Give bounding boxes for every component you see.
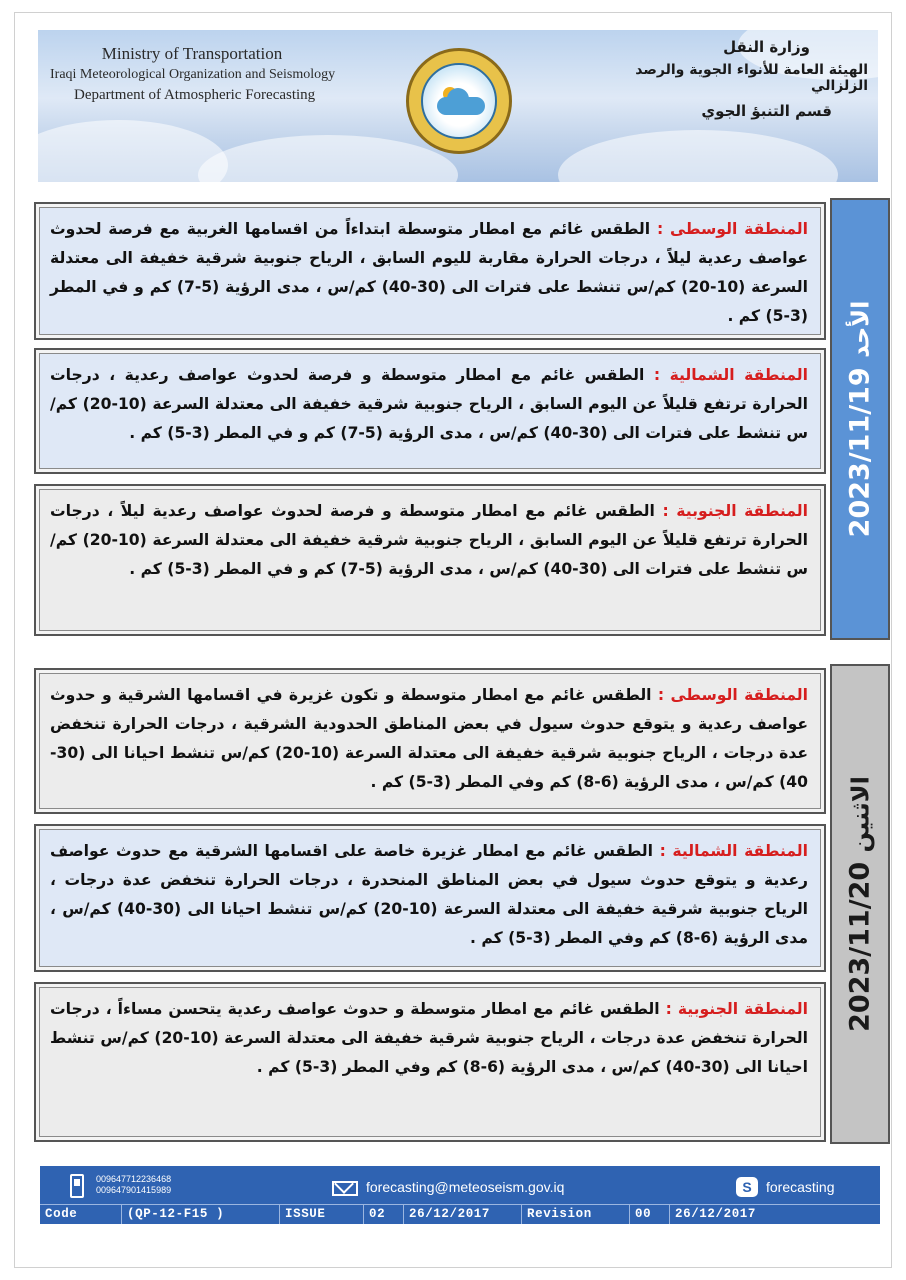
phone-icon xyxy=(70,1174,84,1198)
region-name: المنطقة الوسطى : xyxy=(657,686,808,704)
forecast-text xyxy=(39,987,821,1137)
forecast-text xyxy=(39,829,821,967)
document-code-row xyxy=(40,1204,880,1224)
department-name-ar: قسم التنبؤ الجوي xyxy=(701,102,832,120)
forecast-text xyxy=(39,353,821,469)
header-arabic xyxy=(598,38,868,120)
mail-icon xyxy=(332,1181,358,1196)
cloud-icon xyxy=(437,97,485,115)
revision-date: 26/12/2017 xyxy=(675,1207,757,1221)
phone-number: 009647712236468 xyxy=(96,1174,172,1184)
region-name: المنطقة الوسطى : xyxy=(656,220,809,238)
region-panel-south xyxy=(34,982,826,1142)
region-forecast: الطقس غائم مع امطار متوسطة و حدوث عواصف رعدية يتحسن مساءاً ، درجات الحرارة تنخفض عدة درجات ، الرياح جنوبية شرقية خفيفة الى معتدلة السرعة (10-20) كم/س تنشط احيانا الى (30-40) كم/س ، مدى الرؤية (6-8) كم وفي المطر (3-5) كم . xyxy=(50,1000,808,1076)
skype-icon: S xyxy=(736,1177,758,1197)
cloud-decoration xyxy=(198,135,458,182)
date-sidebar xyxy=(830,198,890,640)
region-panel-north xyxy=(34,824,826,972)
organization-name-ar: الهيئة العامة للأنواء الجوية والرصد الزلزالي xyxy=(635,62,868,94)
issue-date: 26/12/2017 xyxy=(404,1205,522,1224)
issue-value: 02 xyxy=(364,1205,404,1224)
region-name: المنطقة الجنوبية : xyxy=(665,1000,808,1018)
day-section-2 xyxy=(34,664,890,1144)
region-forecast: الطقس غائم مع امطار متوسطة و فرصة لحدوث عواصف رعدية ، درجات الحرارة ترتفع قليلاً عن اليوم السابق ، الرياح جنوبية شرقية خفيفة الى معتدلة السرعة (10-20) كم/س تنشط على فترات الى (30-40) كم/س ، مدى الرؤية (5-7) كم و في المطر (3-5) كم . xyxy=(50,366,808,442)
revision-value: 00 xyxy=(630,1205,670,1224)
issue-label: ISSUE xyxy=(280,1205,364,1224)
contact-row xyxy=(40,1166,880,1204)
forecast-text xyxy=(39,207,821,335)
department-name-en: Department of Atmospheric Forecasting xyxy=(74,87,316,103)
day-name: الأحد xyxy=(846,300,875,358)
organization-logo xyxy=(406,48,512,154)
organization-name-en: Iraqi Meteorological Organization and Seismology xyxy=(50,67,336,82)
ministry-name-ar: وزارة النقل xyxy=(723,38,810,56)
region-forecast: الطقس غائم مع امطار متوسطة ابتداءاً من اقسامها الغربية مع فرصة لحدوث عواصف رعدية ليلاً ، درجات الحرارة مقاربة لليوم السابق ، الرياح جنوبية شرقية خفيفة الى معتدلة السرعة (10-20) كم/س تنشط على فترات الى (30-40) كم/س ، مدى الرؤية (5-7) كم و في المطر (3-5) كم . xyxy=(50,220,808,325)
region-forecast: الطقس غائم مع امطار متوسطة و تكون غزيرة في اقسامها الشرقية و حدوث عواصف رعدية و يتوقع حدوث سيول في بعض المناطق الحدودية الشرقية ، درجات الحرارة تنخفض عدة درجات ، الرياح جنوبية شرقية خفيفة الى معتدلة السرعة (10-20) كم/س تنشط احيانا الى (30-40) كم/س ، مدى الرؤية (6-8) كم وفي المطر (3-5) كم . xyxy=(50,686,808,791)
date-label xyxy=(845,776,876,1032)
date-sidebar xyxy=(830,664,890,1144)
forecast-text xyxy=(39,489,821,631)
region-panel-south xyxy=(34,484,826,636)
region-panel-central xyxy=(34,668,826,814)
date-value: 2023/11/20 xyxy=(844,861,876,1032)
revision-label: Revision xyxy=(522,1205,630,1224)
skype-handle: forecasting xyxy=(766,1179,835,1195)
header-banner xyxy=(38,30,878,182)
region-forecast: الطقس غائم مع امطار متوسطة و فرصة لحدوث عواصف رعدية ليلاً ، درجات الحرارة ترتفع قليلاً عن اليوم السابق ، الرياح جنوبية شرقية خفيفة الى معتدلة السرعة (10-20) كم/س تنشط على فترات الى (30-40) كم/س ، مدى الرؤية (5-7) كم و في المطر (3-5) كم . xyxy=(50,502,808,578)
day-section-1 xyxy=(34,198,890,640)
region-panel-north xyxy=(34,348,826,474)
phone-numbers xyxy=(96,1174,171,1196)
cloud-decoration xyxy=(558,130,838,182)
date-label xyxy=(845,301,876,538)
ministry-name-en: Ministry of Transportation xyxy=(101,44,283,63)
code-value: (QP-12-F15 ) xyxy=(122,1205,280,1224)
region-forecast: الطقس غائم مع امطار غزيرة خاصة على اقسامها الشرقية مع حدوث عواصف رعدية و يتوقع حدوث سيول في بعض المناطق المنحدرة ، درجات الحرارة تنخفض عدة درجات ، الرياح جنوبية شرقية خفيفة الى معتدلة السرعة (10-20) كم/س تنشط احيانا الى (30-40) كم/س ، مدى الرؤية (6-8) كم وفي المطر (3-5) كم . xyxy=(50,842,809,947)
region-name: المنطقة الشمالية : xyxy=(659,842,808,860)
footer-bar xyxy=(40,1166,880,1224)
region-panel-central xyxy=(34,202,826,340)
date-value: 2023/11/19 xyxy=(844,367,876,538)
day-name: الاثنين xyxy=(846,776,875,853)
phone-number: 009647901415989 xyxy=(96,1185,172,1195)
logo-emblem xyxy=(421,63,497,139)
email-link[interactable]: forecasting@meteoseism.gov.iq xyxy=(366,1179,565,1195)
forecast-text xyxy=(39,673,821,809)
header-english xyxy=(50,44,350,104)
code-label: Code xyxy=(40,1205,122,1224)
region-name: المنطقة الشمالية : xyxy=(653,366,808,384)
region-name: المنطقة الجنوبية : xyxy=(662,502,808,520)
